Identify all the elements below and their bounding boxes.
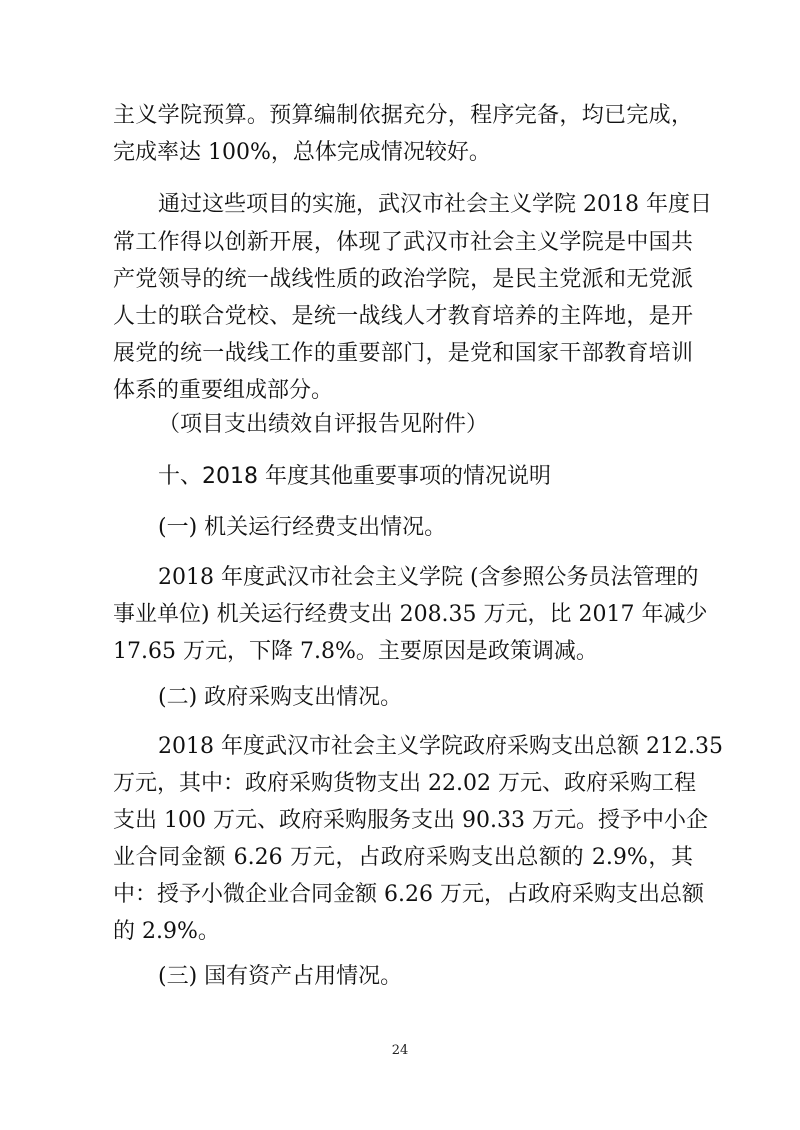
body-text-line: 业合同金额 6.26 万元，占政府采购支出总额的 2.9%，其 [113, 845, 693, 870]
body-text-line: 体系的重要组成部分。 [113, 378, 334, 403]
subsection-heading: (二) 政府采购支出情况。 [158, 685, 403, 710]
body-text-line: 产党领导的统一战线性质的政治学院，是民主党派和无党派 [113, 267, 693, 292]
body-text-line: 17.65 万元，下降 7.8%。主要原因是政策调减。 [113, 639, 598, 664]
body-text-line: 主义学院预算。预算编制依据充分，程序完备，均已完成， [113, 103, 693, 128]
body-text-line: 万元，其中：政府采购货物支出 22.02 万元、政府采购工程 [113, 771, 696, 796]
body-text-line: 2018 年度武汉市社会主义学院政府采购支出总额 212.35 [158, 734, 723, 759]
body-text-line: 2018 年度武汉市社会主义学院 (含参照公务员法管理的 [158, 565, 699, 590]
subsection-heading: (一) 机关运行经费支出情况。 [158, 515, 447, 540]
section-heading: 十、2018 年度其他重要事项的情况说明 [158, 464, 551, 489]
body-text-line: 人士的联合党校、是统一战线人才教育培养的主阵地，是开 [113, 304, 693, 329]
attachment-note: （项目支出绩效自评报告见附件） [158, 412, 489, 437]
body-text-line: 通过这些项目的实施，武汉市社会主义学院 2018 年度日 [158, 192, 712, 217]
body-text-line: 的 2.9%。 [113, 919, 220, 944]
subsection-heading: (三) 国有资产占用情况。 [158, 964, 403, 989]
body-text-line: 中：授予小微企业合同金额 6.26 万元，占政府采购支出总额 [113, 882, 704, 907]
body-text-line: 事业单位) 机关运行经费支出 208.35 万元，比 2017 年减少 [113, 602, 708, 627]
body-text-line: 支出 100 万元、政府采购服务支出 90.33 万元。授予中小企 [113, 808, 708, 833]
body-text-line: 常工作得以创新开展，体现了武汉市社会主义学院是中国共 [113, 230, 693, 255]
body-text-line: 完成率达 100%，总体完成情况较好。 [113, 140, 491, 165]
body-text-line: 展党的统一战线工作的重要部门，是党和国家干部教育培训 [113, 341, 693, 366]
page-number: 24 [391, 1043, 409, 1058]
